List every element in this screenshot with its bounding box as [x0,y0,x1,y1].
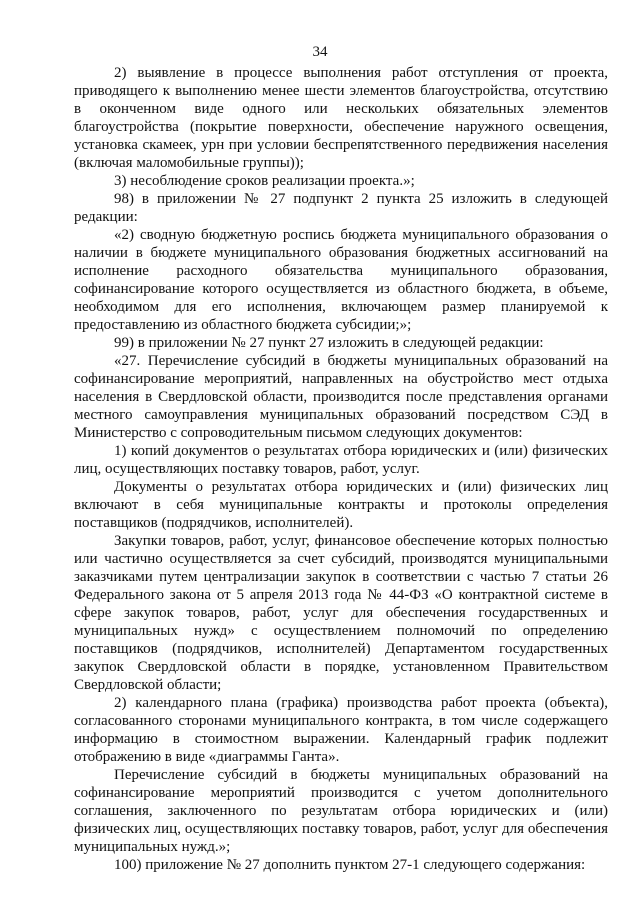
paragraph-item-98: 98) в приложении № 27 подпункт 2 пункта 25 изложить в следующей редакции: [74,191,608,225]
paragraph-point-27: «27. Перечисление субсидий в бюджеты муниципальных образований на софинансирование мероприятий, направленных на обустройство мест отдыха населения в Свердловской области, производится после представления органами местного самоуправления муниципальных образований посредством СЭД в Министерство с сопроводительным письмом следующих документов: [74,353,608,441]
page-number: 34 [312,44,328,60]
paragraph-item-99: 99) в приложении № 27 пункт 27 изложить в следующей редакции: [114,335,544,351]
paragraph-item-100: 100) приложение № 27 дополнить пунктом 27-1 следующего содержания: [114,857,586,873]
paragraph-budget-list: «2) сводную бюджетную роспись бюджета муниципального образования о наличии в бюджете муниципального образования бюджетных ассигнований на исполнение расходного обязательства муниципального образования, софинансирование которого осуществляется из областного бюджета, в объеме, необходимом для его исполнения, включающем размер планируемой к предоставлению из областного бюджета субсидии;»; [74,227,608,333]
paragraph-clause-3-deadlines: 3) несоблюдение сроков реализации проекта.»; [114,173,415,189]
paragraph-selection-results: Документы о результатах отбора юридических и (или) физических лиц включают в себя муниципальные контракты и протоколы определения поставщиков (подрядчиков, исполнителей). [74,479,608,531]
document-body [74,64,608,874]
paragraph-selection-docs: 1) копий документов о результатах отбора юридических и (или) физических лиц, осуществляющих поставку товаров, работ, услуг. [74,443,608,477]
paragraph-procurement: Закупки товаров, работ, услуг, финансовое обеспечение которых полностью или частично осуществляется за счет субсидий, производятся муниципальными заказчиками путем централизации закупок в соответствии с частью 7 статьи 26 Федерального закона от 5 апреля 2013 года № 44-ФЗ «О контрактной системе в сфере закупок товаров, работ, услуг для обеспечения государственных и муниципальных нужд» с осуществлением полномочий по определению поставщиков (подрядчиков, исполнителей) Департаментом государственных закупок Свердловской области в порядке, установленном Правительством Свердловской области; [74,533,608,693]
paragraph-clause-2-deviation: 2) выявление в процессе выполнения работ отступления от проекта, приводящего к выполнению менее шести элементов благоустройства, отсутствию в оконченном виде одного или нескольких обязательных элементов благоустройства (покрытие поверхности, обеспечение наружного освещения, установка скамеек, урн при условии беспрепятственного передвижения населения (включая маломобильные группы)); [74,65,608,171]
paragraph-subsidy-transfer: Перечисление субсидий в бюджеты муниципальных образований на софинансирование мероприятий производится с учетом дополнительного соглашения, заключенного по результатам отбора юридических и (или) физических лиц, осуществляющих поставку товаров, работ, услуг для обеспечения муниципальных нужд.»; [74,767,608,855]
paragraph-calendar-plan: 2) календарного плана (графика) производства работ проекта (объекта), согласованного сторонами муниципального контракта, в том числе содержащего информацию в стоимостном выражении. Календарный график подлежит отображению в виде «диаграммы Ганта». [74,695,608,765]
